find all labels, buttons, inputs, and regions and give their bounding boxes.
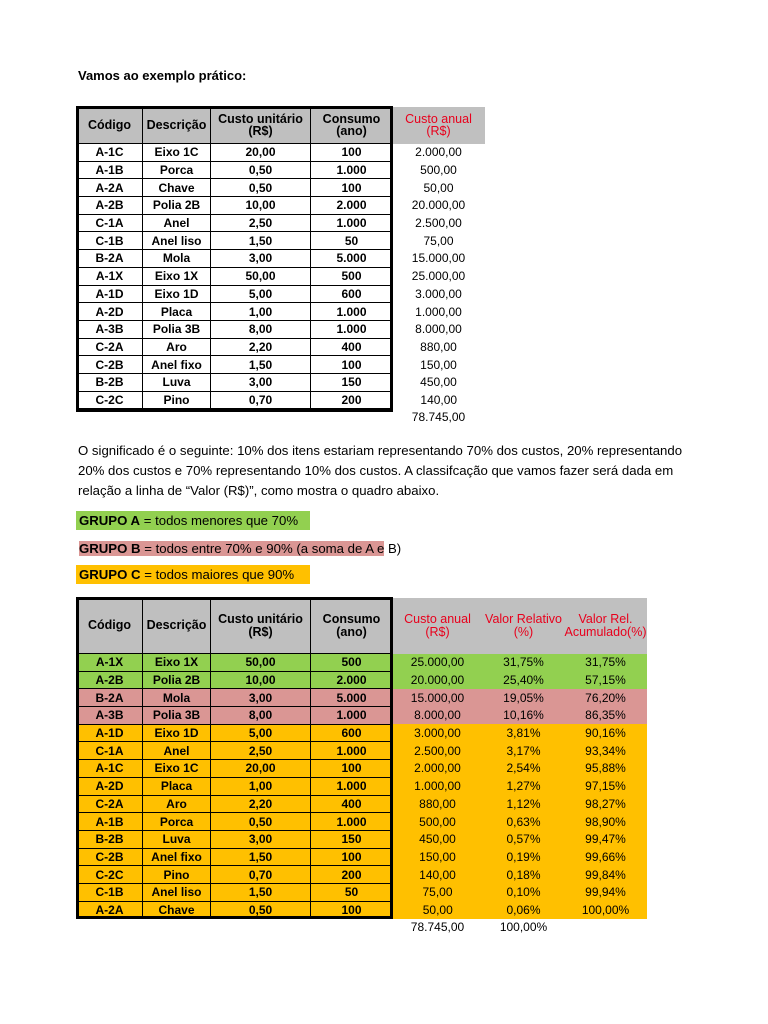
table-cell: 1.000 (311, 214, 393, 232)
table-row (77, 391, 485, 409)
table-cell: 0,50 (211, 813, 311, 831)
table-cell: 98,27% (565, 795, 647, 813)
table-cell: C-2A (77, 795, 143, 813)
table-row (77, 320, 485, 338)
table-cell: 140,00 (420, 392, 458, 407)
table-cell: 5,00 (211, 285, 311, 303)
table-cell: 100,00% (565, 901, 647, 919)
table-cell: Placa (143, 777, 211, 795)
table-cell: 25,40% (483, 671, 565, 689)
table-cell: A-1B (77, 813, 143, 831)
table-cell: 2.000 (311, 197, 393, 215)
table-row (77, 356, 485, 374)
table-row (77, 742, 647, 760)
group-b-label (76, 539, 416, 558)
table-cell: Polia 3B (143, 707, 211, 725)
items-table (76, 106, 485, 426)
table-cell: 1,12% (483, 795, 565, 813)
table-row (77, 883, 647, 901)
table-cell: 1,50 (211, 232, 311, 250)
table-cell: 50 (311, 883, 393, 901)
table-cell: 0,57% (483, 830, 565, 848)
table-cell: 100 (311, 179, 393, 197)
table-cell: A-1X (77, 654, 143, 672)
table-cell: 86,35% (565, 707, 647, 725)
table-cell: A-2B (77, 197, 143, 215)
table-cell: Aro (143, 795, 211, 813)
table-cell: 75,00 (423, 233, 454, 248)
table-cell: 76,20% (565, 689, 647, 707)
table-cell: A-1C (77, 144, 143, 162)
table-row (77, 866, 647, 884)
table-row (77, 813, 647, 831)
table-cell: 3,00 (211, 689, 311, 707)
table-row (77, 724, 647, 742)
table-cell: 100 (311, 144, 393, 162)
header-consumo: Consumo (ano) (311, 107, 393, 144)
table-cell: 3,00 (211, 250, 311, 268)
table-cell: C-1A (77, 214, 143, 232)
table-cell: 2,50 (211, 742, 311, 760)
table-cell: 15.000,00 (411, 251, 466, 266)
table-cell: C-2A (77, 338, 143, 356)
table-cell: 19,05% (483, 689, 565, 707)
table-row (77, 232, 485, 250)
table-cell: 0,10% (483, 883, 565, 901)
table-cell: 0,50 (211, 179, 311, 197)
group-c-text: = todos maiores que 90% (140, 567, 295, 582)
table-cell: 2.500,00 (393, 742, 483, 760)
table-row (77, 848, 647, 866)
table-row (77, 179, 485, 197)
table-cell: 10,16% (483, 707, 565, 725)
table-cell: C-2B (77, 356, 143, 374)
table-cell: 98,90% (565, 813, 647, 831)
table-row (77, 760, 647, 778)
table-cell: 100 (311, 848, 393, 866)
header-custo-unitario: Custo unitário (R$) (211, 598, 311, 654)
header-descricao: Descrição (143, 598, 211, 654)
table-cell: Eixo 1X (143, 654, 211, 672)
table-cell: 3.000,00 (393, 724, 483, 742)
table-cell: 97,15% (565, 777, 647, 795)
table-cell: B-2A (77, 250, 143, 268)
table-cell: 2.500,00 (415, 216, 462, 231)
table-cell: Pino (143, 866, 211, 884)
total-row (77, 919, 647, 936)
table-cell: 3,00 (211, 830, 311, 848)
header-consumo: Consumo (ano) (311, 598, 393, 654)
table-cell: 57,15% (565, 671, 647, 689)
header-codigo: Código (77, 107, 143, 144)
table-cell: A-3B (77, 320, 143, 338)
table-cell: 50,00 (211, 267, 311, 285)
header-valor-relativo: Valor Relativo (%) (483, 598, 565, 654)
table-cell: 450,00 (393, 830, 483, 848)
table-row (77, 707, 647, 725)
table-cell: 500,00 (393, 813, 483, 831)
table-cell: 50 (311, 232, 393, 250)
table-cell: Eixo 1X (143, 267, 211, 285)
table-cell: 99,94% (565, 883, 647, 901)
table-row (77, 214, 485, 232)
table-cell: 3,81% (483, 724, 565, 742)
table-cell: 1.000 (311, 161, 393, 179)
table-cell: 140,00 (393, 866, 483, 884)
table-cell: 150,00 (420, 357, 457, 372)
group-b-text: = todos entre 70% e 90% (a soma de A e (140, 541, 385, 556)
table-cell: 2,50 (211, 214, 311, 232)
table-cell: Chave (143, 179, 211, 197)
table-cell: 100 (311, 901, 393, 919)
abc-table-header (77, 598, 647, 654)
table-cell: 500,00 (420, 163, 457, 178)
table-cell: 31,75% (565, 654, 647, 672)
section-heading: Vamos ao exemplo prático: (78, 68, 247, 83)
table-cell: 10,00 (211, 671, 311, 689)
table-cell: 95,88% (565, 760, 647, 778)
table-cell: A-2A (77, 179, 143, 197)
table-cell: 1,50 (211, 356, 311, 374)
table-cell: 400 (311, 795, 393, 813)
table-cell: 150,00 (393, 848, 483, 866)
table-cell: C-2C (77, 391, 143, 409)
table-row (77, 373, 485, 391)
table-cell: 3.000,00 (415, 286, 462, 301)
table-row (77, 285, 485, 303)
table-cell: 0,70 (211, 866, 311, 884)
table-cell: 5.000 (311, 250, 393, 268)
table-cell: 50,00 (393, 901, 483, 919)
table-cell: Anel fixo (143, 848, 211, 866)
table-cell: 15.000,00 (393, 689, 483, 707)
table-cell: 0,06% (483, 901, 565, 919)
table-cell: Polia 3B (143, 320, 211, 338)
header-codigo: Código (77, 598, 143, 654)
table-cell: 1.000 (311, 742, 393, 760)
table-cell: 0,50 (211, 161, 311, 179)
header-custo-anual: Custo anual (R$) (393, 107, 485, 144)
table-cell: C-2C (77, 866, 143, 884)
table-cell: 0,63% (483, 813, 565, 831)
table-cell: Luva (143, 373, 211, 391)
table-cell: A-1X (77, 267, 143, 285)
table-cell: Anel liso (143, 232, 211, 250)
table-cell: 2,20 (211, 338, 311, 356)
table-cell: Eixo 1D (143, 285, 211, 303)
table-cell: 450,00 (420, 375, 457, 390)
group-b-title: GRUPO B (79, 541, 141, 556)
table-cell: C-1B (77, 232, 143, 250)
table-row (77, 901, 647, 919)
table-cell: 150 (311, 830, 393, 848)
table-cell: 20,00 (211, 144, 311, 162)
table-row (77, 250, 485, 268)
table-cell: A-2D (77, 777, 143, 795)
table-cell: 500 (311, 654, 393, 672)
table-row (77, 654, 647, 672)
table-cell: Anel fixo (143, 356, 211, 374)
table-cell: 1.000 (311, 707, 393, 725)
table-cell: Eixo 1D (143, 724, 211, 742)
table-cell: 1,50 (211, 848, 311, 866)
table-cell: 20.000,00 (393, 671, 483, 689)
table-cell: 90,16% (565, 724, 647, 742)
table-cell: Aro (143, 338, 211, 356)
header-descricao: Descrição (143, 107, 211, 144)
table-row (77, 197, 485, 215)
table-cell: 25.000,00 (393, 654, 483, 672)
table-cell: Placa (143, 303, 211, 321)
table-cell: Anel (143, 742, 211, 760)
table-cell: 1,27% (483, 777, 565, 795)
table-cell: 20,00 (211, 760, 311, 778)
table-cell: 0,70 (211, 391, 311, 409)
table-row (77, 777, 647, 795)
group-a-label (76, 511, 310, 530)
table-cell: 5,00 (211, 724, 311, 742)
table-cell: Polia 2B (143, 671, 211, 689)
table-cell: A-2D (77, 303, 143, 321)
table-cell: 2,20 (211, 795, 311, 813)
table-cell: 1.000 (311, 777, 393, 795)
table-cell: 3,00 (211, 373, 311, 391)
table-cell: C-1A (77, 742, 143, 760)
table-cell: Porca (143, 813, 211, 831)
table-cell: Mola (143, 689, 211, 707)
group-a-text: = todos menores que 70% (140, 513, 299, 528)
table-cell: 8,00 (211, 320, 311, 338)
table-cell: 99,84% (565, 866, 647, 884)
table-row (77, 689, 647, 707)
table-cell: 0,18% (483, 866, 565, 884)
table-row (77, 830, 647, 848)
table-cell: B-2A (77, 689, 143, 707)
table-cell: 200 (311, 391, 393, 409)
table-cell: 1.000,00 (393, 777, 483, 795)
table-cell: 880,00 (420, 339, 457, 354)
table-row (77, 144, 485, 162)
table-cell: Eixo 1C (143, 144, 211, 162)
table-cell: A-2A (77, 901, 143, 919)
table-cell: 100 (311, 356, 393, 374)
table-cell: 1,00 (211, 303, 311, 321)
table-cell: 600 (311, 285, 393, 303)
total-value: 78.745,00 (410, 920, 465, 935)
table-cell: 50,00 (211, 654, 311, 672)
table-cell: C-2B (77, 848, 143, 866)
total-row (77, 409, 485, 426)
table-cell: 1.000 (311, 303, 393, 321)
table-cell: 200 (311, 866, 393, 884)
table-cell: 2,54% (483, 760, 565, 778)
items-table-header (77, 107, 485, 144)
table-cell: 880,00 (393, 795, 483, 813)
table-cell: 50,00 (423, 180, 454, 195)
table-cell: 1,50 (211, 883, 311, 901)
table-row (77, 267, 485, 285)
table-cell: A-1D (77, 724, 143, 742)
table-cell: Polia 2B (143, 197, 211, 215)
table-cell: 93,34% (565, 742, 647, 760)
table-cell: 99,66% (565, 848, 647, 866)
table-cell: B-2B (77, 830, 143, 848)
table-cell: 20.000,00 (411, 198, 466, 213)
header-custo-unitario: Custo unitário (R$) (211, 107, 311, 144)
table-cell: A-1B (77, 161, 143, 179)
table-cell: A-1D (77, 285, 143, 303)
table-cell: Porca (143, 161, 211, 179)
table-cell: 150 (311, 373, 393, 391)
table-cell: Anel (143, 214, 211, 232)
group-a-title: GRUPO A (79, 513, 141, 528)
table-cell: Anel liso (143, 883, 211, 901)
table-cell: 8.000,00 (393, 707, 483, 725)
table-cell: 31,75% (483, 654, 565, 672)
table-cell: Mola (143, 250, 211, 268)
table-cell: 2.000 (311, 671, 393, 689)
table-cell: A-2B (77, 671, 143, 689)
table-cell: 0,50 (211, 901, 311, 919)
table-row (77, 671, 647, 689)
table-cell: 8,00 (211, 707, 311, 725)
table-cell: 8.000,00 (415, 322, 462, 337)
table-cell: Chave (143, 901, 211, 919)
table-cell: 5.000 (311, 689, 393, 707)
table-cell: A-3B (77, 707, 143, 725)
abc-table (76, 597, 647, 936)
group-b-tail: B) (384, 541, 402, 556)
table-cell: 100 (311, 760, 393, 778)
table-cell: 500 (311, 267, 393, 285)
table-cell: 25.000,00 (411, 269, 466, 284)
table-row (77, 795, 647, 813)
total-value: 78.745,00 (411, 410, 466, 425)
header-custo-anual: Custo anual (R$) (393, 598, 483, 654)
table-cell: 2.000,00 (393, 760, 483, 778)
table-cell: Eixo 1C (143, 760, 211, 778)
table-cell: 3,17% (483, 742, 565, 760)
table-row (77, 338, 485, 356)
table-row (77, 161, 485, 179)
table-cell: 99,47% (565, 830, 647, 848)
table-cell: C-1B (77, 883, 143, 901)
table-cell: Luva (143, 830, 211, 848)
table-cell: 1,00 (211, 777, 311, 795)
explanation-paragraph: O significado é o seguinte: 10% dos itens estariam representando 70% dos custos, 20% representando 20% dos custos e 70% representando 10% dos custos. A classifcação que vamos fazer será dada em relação a linha de “Valor (R$)”, como mostra o quadro abaixo. (78, 443, 683, 498)
table-cell: B-2B (77, 373, 143, 391)
group-c-title: GRUPO C (79, 567, 141, 582)
table-cell: 10,00 (211, 197, 311, 215)
table-cell: 0,19% (483, 848, 565, 866)
table-cell: 1.000,00 (415, 304, 462, 319)
table-cell: 600 (311, 724, 393, 742)
table-cell: Pino (143, 391, 211, 409)
group-c-label (76, 565, 310, 584)
table-cell: A-1C (77, 760, 143, 778)
header-valor-acumulado: Valor Rel. Acumulado(%) (565, 598, 647, 654)
table-cell: 75,00 (393, 883, 483, 901)
table-row (77, 303, 485, 321)
table-cell: 1.000 (311, 320, 393, 338)
total-percent: 100,00% (499, 920, 548, 935)
table-cell: 1.000 (311, 813, 393, 831)
table-cell: 2.000,00 (415, 145, 462, 160)
table-cell: 400 (311, 338, 393, 356)
